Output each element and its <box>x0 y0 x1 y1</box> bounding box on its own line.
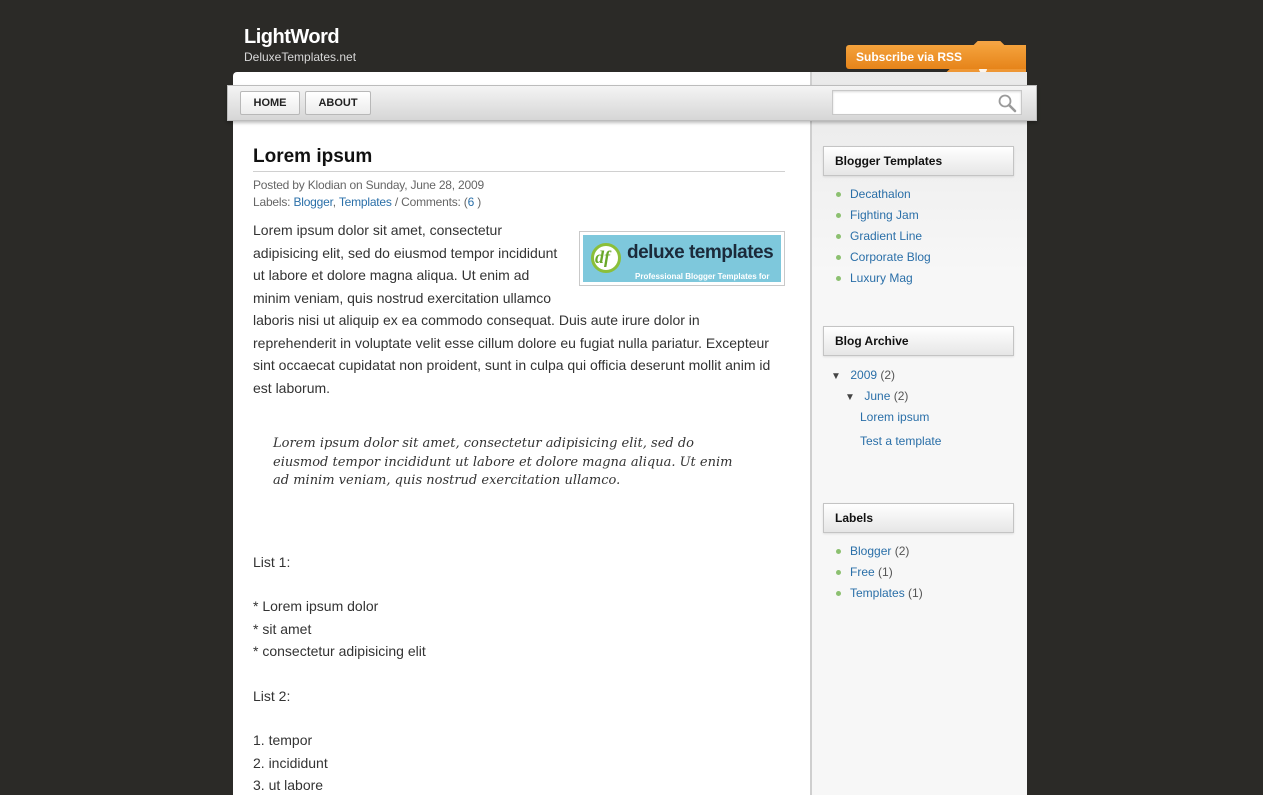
list2-title: List 2: <box>253 687 291 704</box>
bullet-icon <box>836 276 841 281</box>
nav-tab-home[interactable]: HOME <box>240 91 300 115</box>
label-link[interactable]: Blogger <box>850 544 892 558</box>
list-item <box>836 184 931 205</box>
blogger-templates-list <box>836 184 931 289</box>
archive-post-link[interactable]: Test a template <box>860 434 942 448</box>
site-title[interactable]: LightWord <box>244 26 340 48</box>
list-item: 2. incididunt <box>253 754 328 771</box>
widget-title-labels: Labels <box>823 503 1014 533</box>
bullet-icon <box>836 234 841 239</box>
bullet-icon <box>836 255 841 260</box>
blog-archive <box>831 365 941 452</box>
template-link[interactable]: Decathalon <box>850 187 911 201</box>
list-item <box>836 562 923 583</box>
list-item <box>836 541 923 562</box>
archive-post-link[interactable]: Lorem ipsum <box>860 410 930 424</box>
labels-prefix: Labels: <box>253 195 291 209</box>
nav-tab-about[interactable]: ABOUT <box>305 91 371 115</box>
post-byline <box>253 177 785 194</box>
post-label-link[interactable]: Blogger <box>293 195 333 209</box>
widget-title-blog-archive: Blog Archive <box>823 326 1014 356</box>
bullet-icon <box>836 570 841 575</box>
bullet-icon <box>836 591 841 596</box>
template-link[interactable]: Corporate Blog <box>850 250 931 264</box>
bullet-icon <box>836 213 841 218</box>
label-count: (1) <box>878 565 893 579</box>
post-author: Klodian <box>307 178 347 192</box>
list-item: * sit amet <box>253 620 312 637</box>
archive-month-count: (2) <box>893 389 909 403</box>
template-link[interactable]: Gradient Line <box>850 229 923 243</box>
label-link[interactable]: Templates <box>850 586 905 600</box>
blog-post <box>253 146 785 795</box>
archive-year-link[interactable]: 2009 <box>850 368 878 382</box>
list-item <box>836 247 931 268</box>
bullet-icon <box>836 192 841 197</box>
list-item: 1. tempor <box>253 732 313 748</box>
comments-prefix: / Comments: ( <box>394 195 468 209</box>
post-body <box>253 219 785 399</box>
labels-list <box>836 541 923 604</box>
expand-toggle-icon[interactable]: ▼ <box>831 371 841 382</box>
search-icon[interactable] <box>997 93 1019 113</box>
list-item: 3. ut labore <box>253 777 324 793</box>
post-meta <box>253 177 785 211</box>
archive-year-row <box>831 365 941 386</box>
archive-month-link[interactable]: June <box>864 389 891 403</box>
posted-by-label: Posted by <box>253 178 305 192</box>
template-link[interactable]: Luxury Mag <box>850 271 913 285</box>
archive-month-row <box>831 386 941 407</box>
list-item <box>836 583 923 604</box>
template-link[interactable]: Fighting Jam <box>850 208 919 222</box>
search-box <box>832 90 1022 115</box>
archive-post-row <box>831 431 941 452</box>
list-item <box>836 226 931 247</box>
post-lists <box>253 551 785 795</box>
subscribe-rss-button[interactable]: Subscribe via RSS <box>846 45 1026 69</box>
expand-toggle-icon[interactable]: ▼ <box>845 392 855 403</box>
post-title[interactable]: Lorem ipsum <box>253 146 785 172</box>
post-labels-line: Labels: Blogger, Templates / Comments: (6 ) <box>253 195 482 209</box>
list-item <box>836 268 931 289</box>
post-label-link[interactable]: Templates <box>338 195 392 209</box>
post-paragraph: Lorem ipsum dolor sit amet, consectetur adipisicing elit, sed do eiusmod tempor incididunt ut labore et dolore magna aliqua. Ut enim ad minim veniam, quis nostrud exercitation ullamco laboris nisi ut aliquip ex ea commodo consequat. Duis aute irure dolor in reprehenderit in voluptate velit esse cillum dolore eu fugiat nulla pariatur. Excepteur sint occaecat cupidatat non proident, sunt in culpa qui officia deserunt mollit anim id est laborum. <box>253 222 771 396</box>
site-description: DeluxeTemplates.net <box>244 50 357 64</box>
comments-suffix: ) <box>477 195 482 209</box>
logo-tagline: Professional Blogger Templates for Free <box>635 272 770 304</box>
label-count: (1) <box>908 586 923 600</box>
list-item: * consectetur adipisicing elit <box>253 643 426 659</box>
label-count: (2) <box>894 544 910 558</box>
list-item <box>836 205 931 226</box>
post-date: Sunday, June 28, 2009 <box>365 178 484 192</box>
date-prefix: on <box>349 178 363 192</box>
list-item: * Lorem ipsum dolor <box>253 598 379 614</box>
widget-title-blogger-templates: Blogger Templates <box>823 146 1014 176</box>
label-link[interactable]: Free <box>850 565 875 579</box>
navigation-bar <box>227 85 1037 121</box>
post-image-deluxe-templates-logo <box>579 231 785 304</box>
logo-mark: df <box>595 247 610 267</box>
search-input[interactable] <box>833 91 993 114</box>
comments-count-link[interactable]: 6 <box>467 195 475 209</box>
site-header <box>244 26 544 64</box>
archive-year-count: (2) <box>880 368 896 382</box>
bullet-icon <box>836 549 841 554</box>
logo-word: deluxe templates <box>627 242 774 263</box>
list1-title: List 1: <box>253 553 291 570</box>
archive-post-row <box>831 407 941 431</box>
post-blockquote: Lorem ipsum dolor sit amet, consectetur adipisicing elit, sed do eiusmod tempor incididunt ut labore et dolore magna aliqua. Ut enim ad minim veniam, quis nostrud exercitation ullamco. <box>273 436 733 488</box>
